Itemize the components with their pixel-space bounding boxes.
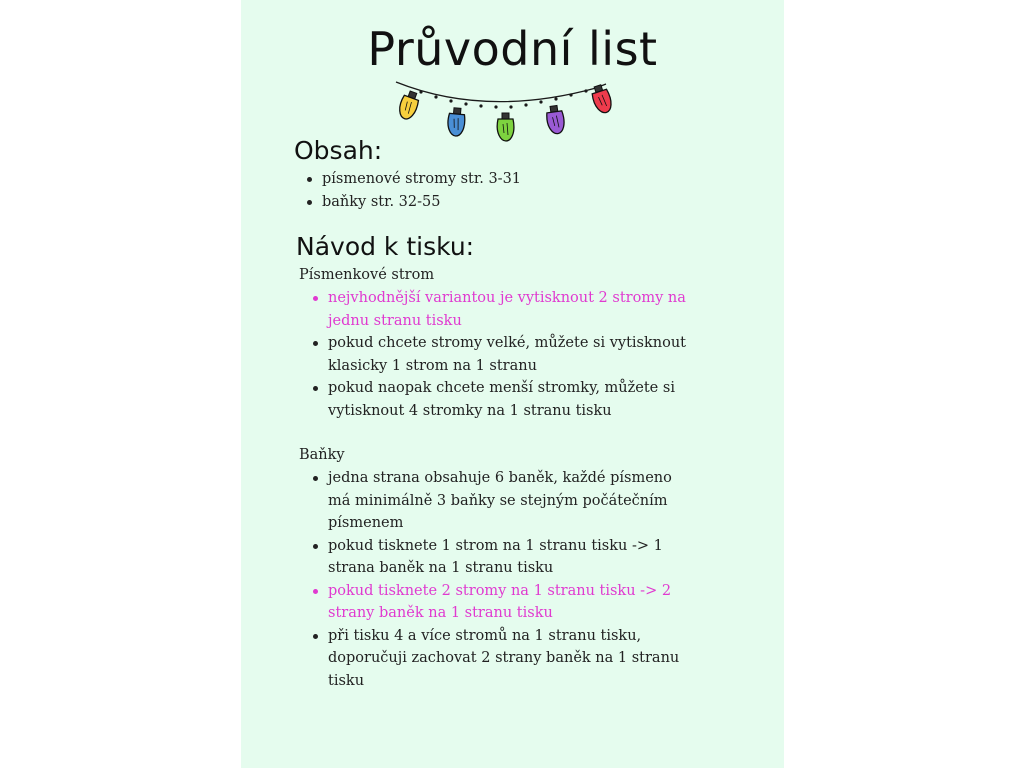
list-item: pokud chcete stromy velké, můžete si vytisknout klasicky 1 strom na 1 stranu	[328, 332, 748, 377]
light-bulb-red	[590, 83, 615, 115]
bullet-icon	[313, 341, 318, 346]
bullet-icon	[313, 296, 318, 301]
baubles-list	[328, 467, 748, 692]
bullet-icon	[313, 476, 318, 481]
list-item: nejvhodnější variantou je vytisknout 2 stromy na jednu stranu tisku	[328, 287, 748, 332]
list-item: baňky str. 32-55	[322, 191, 742, 214]
contents-list	[322, 168, 742, 213]
bullet-icon	[307, 177, 312, 182]
light-bulb-green	[497, 113, 514, 141]
list-item: písmenové stromy str. 3-31	[322, 168, 742, 191]
list-item: při tisku 4 a více stromů na 1 stranu tisku, doporučuji zachovat 2 strany baněk na 1 stranu tisku	[328, 625, 748, 693]
document-page	[241, 0, 784, 768]
christmas-lights-icon	[391, 70, 631, 150]
bullet-icon	[313, 589, 318, 594]
baubles-subheading: Baňky	[299, 447, 345, 463]
page-title: Průvodní list	[367, 22, 658, 76]
letter-trees-list	[328, 287, 748, 422]
contents-heading: Obsah:	[294, 136, 383, 165]
bullet-icon	[313, 544, 318, 549]
list-item: jedna strana obsahuje 6 baněk, každé písmeno má minimálně 3 baňky se stejným počátečním písmenem	[328, 467, 748, 535]
letter-trees-subheading: Písmenkové strom	[299, 267, 435, 283]
light-bulb-yellow	[396, 89, 421, 121]
light-bulb-blue	[447, 107, 466, 136]
list-item: pokud naopak chcete menší stromky, můžete si vytisknout 4 stromky na 1 stranu tisku	[328, 377, 748, 422]
bullet-icon	[313, 386, 318, 391]
bullet-icon	[307, 200, 312, 205]
light-bulb-purple	[545, 105, 565, 135]
print-guide-heading: Návod k tisku:	[296, 232, 475, 261]
bullet-icon	[313, 634, 318, 639]
list-item: pokud tisknete 2 stromy na 1 stranu tisku -> 2 strany baněk na 1 stranu tisku	[328, 580, 748, 625]
list-item: pokud tisknete 1 strom na 1 stranu tisku -> 1 strana baněk na 1 stranu tisku	[328, 535, 748, 580]
